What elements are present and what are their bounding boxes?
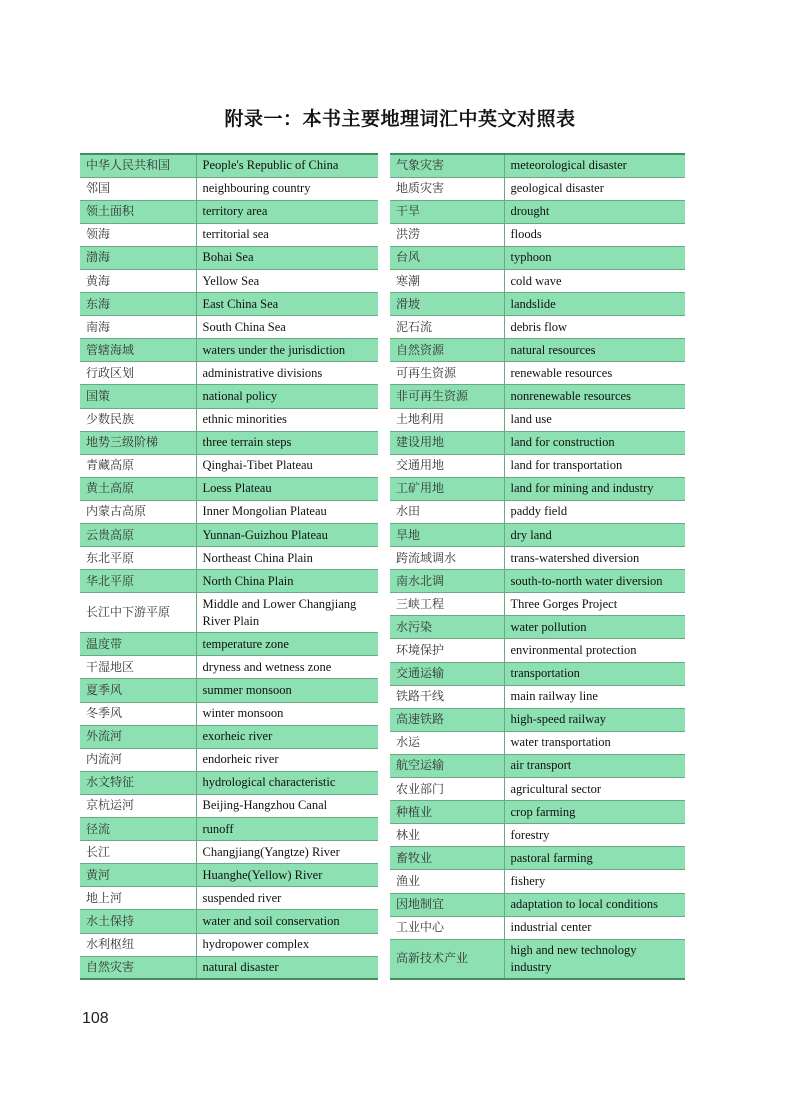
english-term: North China Plain xyxy=(196,570,378,593)
table-row xyxy=(80,910,378,933)
english-term: land for construction xyxy=(504,431,685,454)
table-row xyxy=(390,893,685,916)
table-row xyxy=(80,887,378,910)
chinese-term: 农业部门 xyxy=(390,778,504,801)
chinese-term: 黄海 xyxy=(80,269,196,292)
english-term: transportation xyxy=(504,662,685,685)
table-row xyxy=(390,500,685,523)
chinese-term: 南海 xyxy=(80,316,196,339)
chinese-term: 领海 xyxy=(80,223,196,246)
chinese-term: 径流 xyxy=(80,818,196,841)
table-row xyxy=(390,662,685,685)
page-title: 附录一：本书主要地理词汇中英文对照表 xyxy=(224,108,576,130)
table-row xyxy=(390,269,685,292)
table-row xyxy=(80,593,378,633)
table-row xyxy=(80,246,378,269)
table-row xyxy=(390,939,685,979)
chinese-term: 青藏高原 xyxy=(80,454,196,477)
chinese-term: 云贵高原 xyxy=(80,524,196,547)
table-row xyxy=(80,656,378,679)
english-term: adaptation to local conditions xyxy=(504,893,685,916)
english-term: summer monsoon xyxy=(196,679,378,702)
english-term: administrative divisions xyxy=(196,362,378,385)
table-row xyxy=(390,847,685,870)
table-row xyxy=(80,933,378,956)
table-row xyxy=(390,870,685,893)
english-term: hydropower complex xyxy=(196,933,378,956)
chinese-term: 高速铁路 xyxy=(390,708,504,731)
english-term: drought xyxy=(504,200,685,223)
english-term: high and new technology industry xyxy=(504,939,685,979)
table-row xyxy=(390,801,685,824)
english-term: national policy xyxy=(196,385,378,408)
chinese-term: 工矿用地 xyxy=(390,477,504,500)
table-row xyxy=(390,316,685,339)
chinese-term: 泥石流 xyxy=(390,316,504,339)
table-row xyxy=(80,431,378,454)
table-row xyxy=(80,500,378,523)
english-term: runoff xyxy=(196,818,378,841)
chinese-term: 地势三级阶梯 xyxy=(80,431,196,454)
table-row xyxy=(80,771,378,794)
table-row xyxy=(80,818,378,841)
chinese-term: 邻国 xyxy=(80,177,196,200)
english-term: winter monsoon xyxy=(196,702,378,725)
table-row xyxy=(390,408,685,431)
chinese-term: 东海 xyxy=(80,293,196,316)
table-row xyxy=(390,293,685,316)
table-row xyxy=(80,524,378,547)
chinese-term: 林业 xyxy=(390,824,504,847)
glossary-table-right xyxy=(390,153,685,980)
table-row xyxy=(390,454,685,477)
chinese-term: 寒潮 xyxy=(390,269,504,292)
english-term: temperature zone xyxy=(196,633,378,656)
chinese-term: 南水北调 xyxy=(390,570,504,593)
table-row xyxy=(390,824,685,847)
english-term: suspended river xyxy=(196,887,378,910)
english-term: high-speed railway xyxy=(504,708,685,731)
chinese-term: 中华人民共和国 xyxy=(80,154,196,177)
chinese-term: 工业中心 xyxy=(390,916,504,939)
chinese-term: 温度带 xyxy=(80,633,196,656)
english-term: industrial center xyxy=(504,916,685,939)
table-row xyxy=(390,685,685,708)
table-row xyxy=(80,293,378,316)
table-row xyxy=(390,200,685,223)
english-term: main railway line xyxy=(504,685,685,708)
chinese-term: 跨流域调水 xyxy=(390,547,504,570)
table-row xyxy=(80,154,378,177)
chinese-term: 水土保持 xyxy=(80,910,196,933)
english-term: floods xyxy=(504,223,685,246)
glossary-table-left xyxy=(80,153,378,980)
chinese-term: 夏季风 xyxy=(80,679,196,702)
english-term: three terrain steps xyxy=(196,431,378,454)
english-term: territorial sea xyxy=(196,223,378,246)
english-term: dryness and wetness zone xyxy=(196,656,378,679)
english-term: forestry xyxy=(504,824,685,847)
english-term: Bohai Sea xyxy=(196,246,378,269)
chinese-term: 交通运输 xyxy=(390,662,504,685)
chinese-term: 渔业 xyxy=(390,870,504,893)
english-term: exorheic river xyxy=(196,725,378,748)
table-row xyxy=(80,679,378,702)
english-term: endorheic river xyxy=(196,748,378,771)
chinese-term: 少数民族 xyxy=(80,408,196,431)
table-row xyxy=(80,477,378,500)
english-term: water pollution xyxy=(504,616,685,639)
table-row xyxy=(80,841,378,864)
chinese-term: 京杭运河 xyxy=(80,794,196,817)
chinese-term: 地质灾害 xyxy=(390,177,504,200)
english-term: paddy field xyxy=(504,500,685,523)
chinese-term: 水田 xyxy=(390,500,504,523)
english-term: cold wave xyxy=(504,269,685,292)
english-term: land for mining and industry xyxy=(504,477,685,500)
chinese-term: 环境保护 xyxy=(390,639,504,662)
english-term: hydrological characteristic xyxy=(196,771,378,794)
table-row xyxy=(390,593,685,616)
chinese-term: 东北平原 xyxy=(80,547,196,570)
table-row xyxy=(390,154,685,177)
chinese-term: 非可再生资源 xyxy=(390,385,504,408)
english-term: territory area xyxy=(196,200,378,223)
table-row xyxy=(390,708,685,731)
chinese-term: 自然灾害 xyxy=(80,956,196,979)
chinese-term: 因地制宜 xyxy=(390,893,504,916)
table-row xyxy=(80,633,378,656)
chinese-term: 内流河 xyxy=(80,748,196,771)
table-row xyxy=(80,339,378,362)
chinese-term: 水文特征 xyxy=(80,771,196,794)
english-term: East China Sea xyxy=(196,293,378,316)
table-row xyxy=(390,778,685,801)
table-row xyxy=(80,177,378,200)
page-number: 108 xyxy=(82,1010,109,1027)
chinese-term: 畜牧业 xyxy=(390,847,504,870)
chinese-term: 可再生资源 xyxy=(390,362,504,385)
chinese-term: 国策 xyxy=(80,385,196,408)
english-term: Yellow Sea xyxy=(196,269,378,292)
english-term: Loess Plateau xyxy=(196,477,378,500)
english-term: pastoral farming xyxy=(504,847,685,870)
chinese-term: 冬季风 xyxy=(80,702,196,725)
chinese-term: 管辖海域 xyxy=(80,339,196,362)
chinese-term: 水运 xyxy=(390,731,504,754)
english-term: nonrenewable resources xyxy=(504,385,685,408)
english-term: Changjiang(Yangtze) River xyxy=(196,841,378,864)
english-term: typhoon xyxy=(504,246,685,269)
table-row xyxy=(390,362,685,385)
chinese-term: 外流河 xyxy=(80,725,196,748)
chinese-term: 航空运输 xyxy=(390,754,504,777)
chinese-term: 地上河 xyxy=(80,887,196,910)
english-term: natural disaster xyxy=(196,956,378,979)
table-row xyxy=(390,570,685,593)
chinese-term: 水利枢纽 xyxy=(80,933,196,956)
english-term: Northeast China Plain xyxy=(196,547,378,570)
chinese-term: 干湿地区 xyxy=(80,656,196,679)
table-row xyxy=(390,616,685,639)
table-row xyxy=(390,431,685,454)
table-row xyxy=(390,177,685,200)
table-row xyxy=(390,385,685,408)
english-term: air transport xyxy=(504,754,685,777)
chinese-term: 建设用地 xyxy=(390,431,504,454)
chinese-term: 高新技术产业 xyxy=(390,939,504,979)
english-term: water transportation xyxy=(504,731,685,754)
english-term: waters under the jurisdiction xyxy=(196,339,378,362)
chinese-term: 黄土高原 xyxy=(80,477,196,500)
table-row xyxy=(390,639,685,662)
english-term: dry land xyxy=(504,524,685,547)
table-row xyxy=(80,316,378,339)
table-row xyxy=(80,956,378,979)
english-term: Inner Mongolian Plateau xyxy=(196,500,378,523)
chinese-term: 种植业 xyxy=(390,801,504,824)
table-row xyxy=(80,748,378,771)
chinese-term: 黄河 xyxy=(80,864,196,887)
chinese-term: 三峡工程 xyxy=(390,593,504,616)
english-term: ethnic minorities xyxy=(196,408,378,431)
chinese-term: 长江中下游平原 xyxy=(80,593,196,633)
english-term: Beijing-Hangzhou Canal xyxy=(196,794,378,817)
table-row xyxy=(390,754,685,777)
table-row xyxy=(390,246,685,269)
english-term: fishery xyxy=(504,870,685,893)
table-row xyxy=(80,864,378,887)
chinese-term: 渤海 xyxy=(80,246,196,269)
table-row xyxy=(80,725,378,748)
english-term: People's Republic of China xyxy=(196,154,378,177)
english-term: Three Gorges Project xyxy=(504,593,685,616)
table-row xyxy=(80,547,378,570)
table-row xyxy=(80,385,378,408)
english-term: land use xyxy=(504,408,685,431)
english-term: Middle and Lower Changjiang River Plain xyxy=(196,593,378,633)
table-row xyxy=(390,731,685,754)
table-row xyxy=(80,223,378,246)
chinese-term: 台风 xyxy=(390,246,504,269)
chinese-term: 水污染 xyxy=(390,616,504,639)
english-term: debris flow xyxy=(504,316,685,339)
chinese-term: 土地利用 xyxy=(390,408,504,431)
chinese-term: 滑坡 xyxy=(390,293,504,316)
chinese-term: 交通用地 xyxy=(390,454,504,477)
english-term: renewable resources xyxy=(504,362,685,385)
english-term: natural resources xyxy=(504,339,685,362)
chinese-term: 行政区划 xyxy=(80,362,196,385)
english-term: trans-watershed diversion xyxy=(504,547,685,570)
english-term: neighbouring country xyxy=(196,177,378,200)
english-term: landslide xyxy=(504,293,685,316)
chinese-term: 领土面积 xyxy=(80,200,196,223)
english-term: meteorological disaster xyxy=(504,154,685,177)
table-row xyxy=(390,223,685,246)
english-term: Qinghai-Tibet Plateau xyxy=(196,454,378,477)
table-row xyxy=(80,570,378,593)
chinese-term: 干旱 xyxy=(390,200,504,223)
english-term: land for transportation xyxy=(504,454,685,477)
table-row xyxy=(390,477,685,500)
table-row xyxy=(390,916,685,939)
english-term: environmental protection xyxy=(504,639,685,662)
english-term: South China Sea xyxy=(196,316,378,339)
chinese-term: 洪涝 xyxy=(390,223,504,246)
table-row xyxy=(80,454,378,477)
english-term: Yunnan-Guizhou Plateau xyxy=(196,524,378,547)
chinese-term: 气象灾害 xyxy=(390,154,504,177)
english-term: south-to-north water diversion xyxy=(504,570,685,593)
english-term: water and soil conservation xyxy=(196,910,378,933)
chinese-term: 长江 xyxy=(80,841,196,864)
table-row xyxy=(80,702,378,725)
chinese-term: 内蒙古高原 xyxy=(80,500,196,523)
table-row xyxy=(80,794,378,817)
table-row xyxy=(390,524,685,547)
english-term: Huanghe(Yellow) River xyxy=(196,864,378,887)
table-row xyxy=(390,547,685,570)
english-term: crop farming xyxy=(504,801,685,824)
table-row xyxy=(80,200,378,223)
table-row xyxy=(390,339,685,362)
english-term: agricultural sector xyxy=(504,778,685,801)
table-row xyxy=(80,408,378,431)
english-term: geological disaster xyxy=(504,177,685,200)
chinese-term: 铁路干线 xyxy=(390,685,504,708)
chinese-term: 旱地 xyxy=(390,524,504,547)
table-row xyxy=(80,362,378,385)
table-row xyxy=(80,269,378,292)
chinese-term: 华北平原 xyxy=(80,570,196,593)
chinese-term: 自然资源 xyxy=(390,339,504,362)
